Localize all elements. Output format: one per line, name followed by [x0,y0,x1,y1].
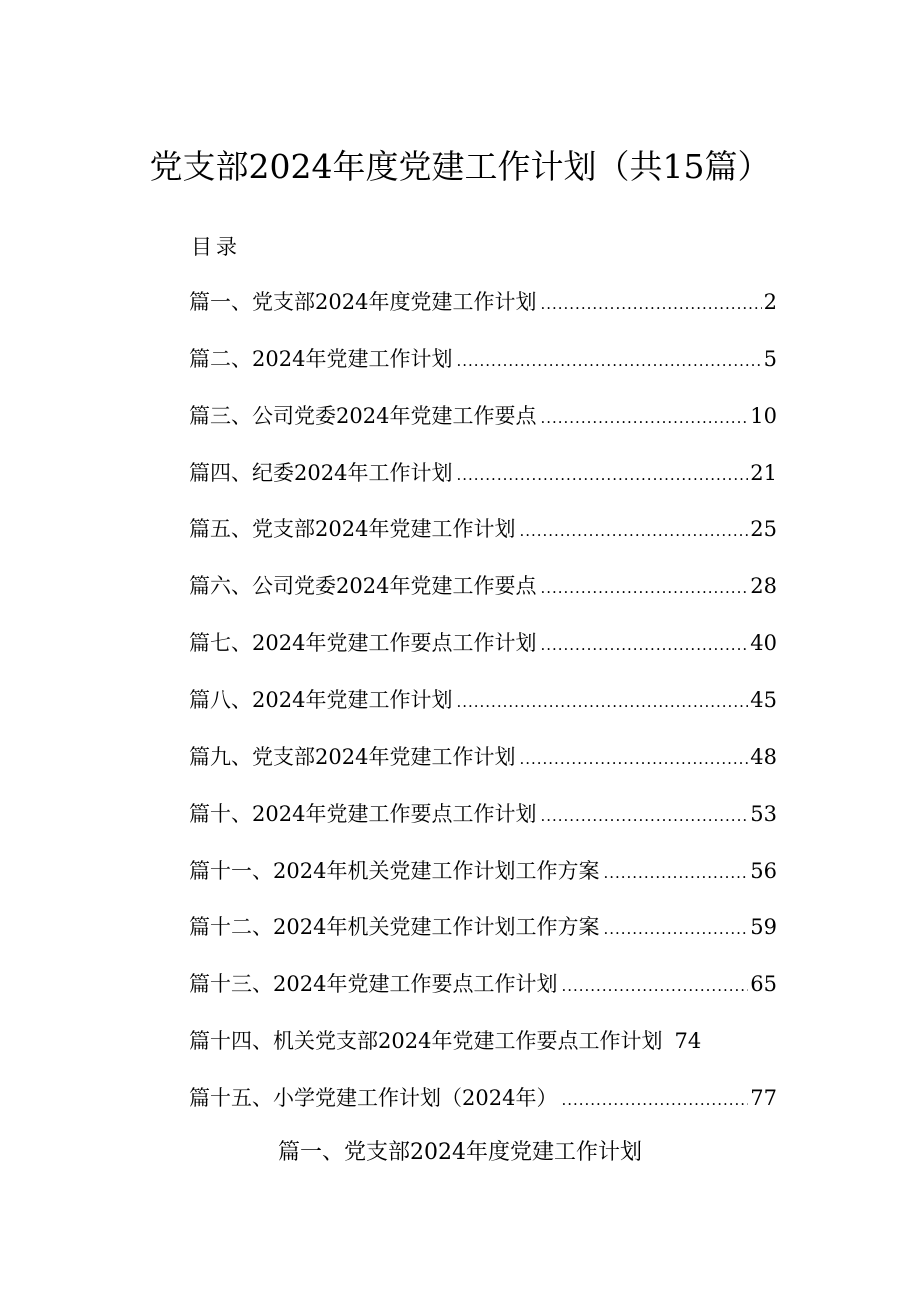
toc-entry-label: 篇八、2024年党建工作计划 [189,688,453,712]
toc-entry-label: 篇十四、机关党支部2024年党建工作要点工作计划 [189,1029,663,1053]
toc-entry-label: 篇五、党支部2024年党建工作计划 [189,517,516,541]
toc-leader-dots [540,400,748,436]
toc-entry-label: 篇十、2024年党建工作要点工作计划 [189,802,537,826]
toc-entry-7[interactable] [189,625,777,661]
toc-leader-dots [540,286,761,322]
toc-entry-label: 篇十五、小学党建工作计划（2024年） [189,1086,558,1110]
toc-entry-label: 篇一、党支部2024年度党建工作计划 [189,290,537,314]
toc-entry-8[interactable] [189,682,777,718]
toc-entry-label: 篇十一、2024年机关党建工作计划工作方案 [189,859,600,883]
toc-leader-dots [540,570,748,606]
toc-page-number: 2 [763,290,777,314]
toc-page-number: 48 [750,745,777,769]
toc-page-number: 25 [750,517,777,541]
toc-entry-4[interactable] [189,455,777,491]
toc-entry-6[interactable] [189,568,777,604]
toc-page-number: 40 [750,631,777,655]
toc-page-number: 59 [750,915,777,939]
toc-leader-dots [561,1082,748,1118]
toc-page-number: 65 [750,972,777,996]
toc-entry-label: 篇七、2024年党建工作要点工作计划 [189,631,537,655]
toc-leader-dots [603,855,748,891]
toc-entry-2[interactable] [189,341,777,377]
toc-entry-3[interactable] [189,398,777,434]
toc-entry-15[interactable] [189,1080,777,1116]
toc-entry-5[interactable] [189,511,777,547]
toc-entry-label: 篇二、2024年党建工作计划 [189,347,453,371]
toc-leader-dots [456,684,748,720]
toc-page-number: 45 [750,688,777,712]
toc-leader-dots [456,457,748,493]
toc-leader-dots [519,741,748,777]
toc-page-number: 56 [750,859,777,883]
toc-leader-dots [519,513,748,549]
toc-leader-dots [456,343,761,379]
toc-entry-label: 篇十二、2024年机关党建工作计划工作方案 [189,915,600,939]
toc-entry-label: 篇十三、2024年党建工作要点工作计划 [189,972,558,996]
toc-entry-label: 篇四、纪委2024年工作计划 [189,461,453,485]
toc-page-number: 74 [674,1029,702,1053]
toc-page-number: 21 [750,461,777,485]
toc-entry-13[interactable] [189,966,777,1002]
toc-leader-dots [540,627,748,663]
toc-entry-label: 篇六、公司党委2024年党建工作要点 [189,574,537,598]
toc-leader-dots [561,968,748,1004]
toc-entry-14[interactable] [189,1023,777,1059]
toc-entry-1[interactable] [189,284,777,320]
toc-leader-dots [603,911,748,947]
toc-page-number: 10 [750,404,777,428]
toc-page-number: 28 [750,574,777,598]
toc-entry-label: 篇九、党支部2024年党建工作计划 [189,745,516,769]
toc-entry-12[interactable] [189,909,777,945]
toc-entry-9[interactable] [189,739,777,775]
toc-heading: 目录 [191,235,241,259]
toc-entry-11[interactable] [189,853,777,889]
toc-entry-10[interactable] [189,796,777,832]
toc-page-number: 5 [763,347,777,371]
toc-page-number: 53 [750,802,777,826]
toc-page-number: 77 [750,1086,777,1110]
document-title: 党支部2024年度党建工作计划（共15篇） [149,147,771,186]
section-heading: 篇一、党支部2024年度党建工作计划 [278,1140,642,1165]
toc-entry-label: 篇三、公司党委2024年党建工作要点 [189,404,537,428]
toc-leader-dots [540,798,748,834]
